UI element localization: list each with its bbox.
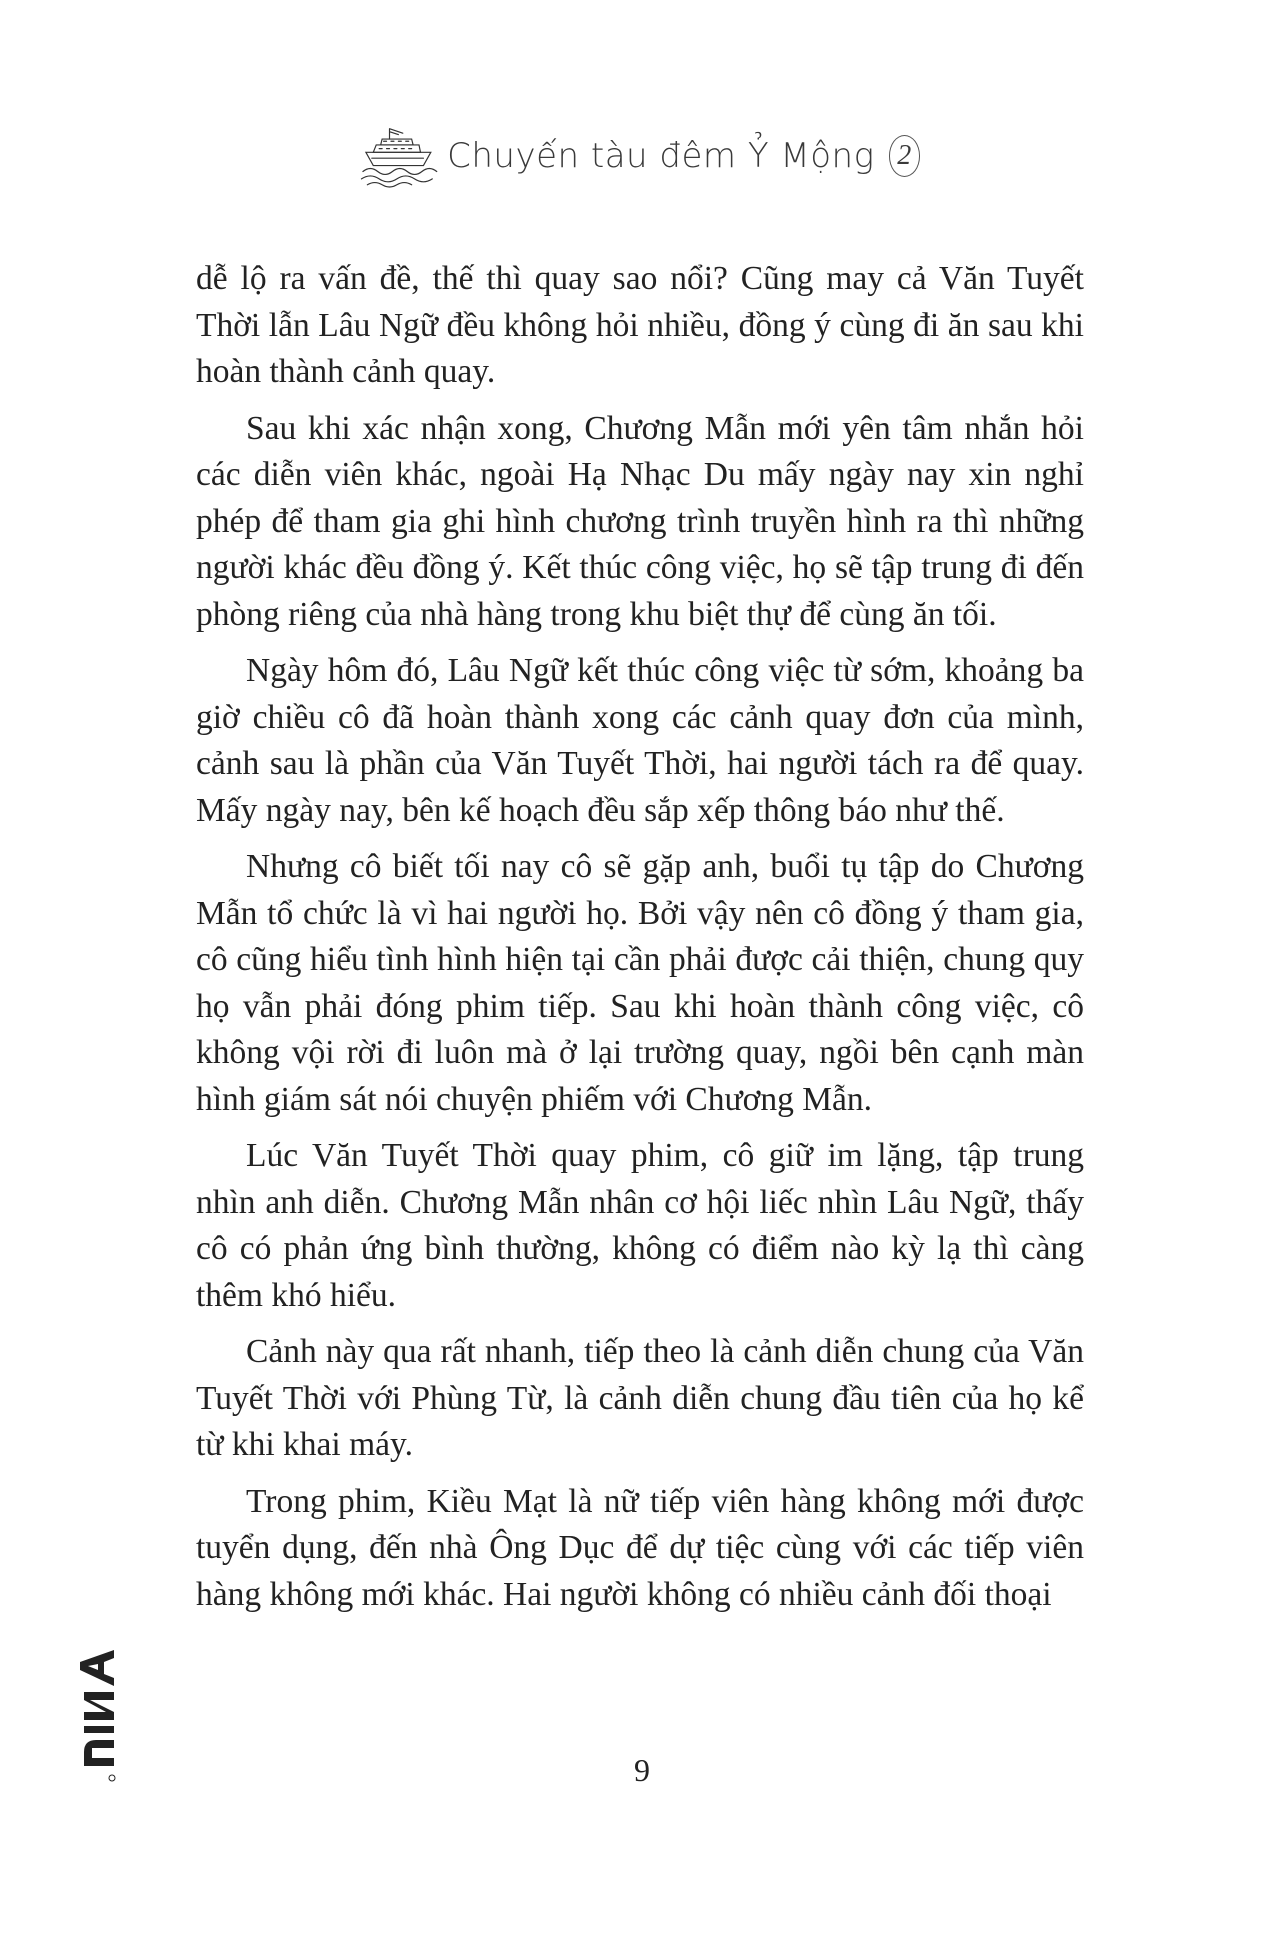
paragraph: Cảnh này qua rất nhanh, tiếp theo là cảnh diễn chung của Văn Tuyết Thời với Phùng Từ, là cảnh diễn chung đầu tiên của họ kể từ khi khai máy.	[196, 1333, 1084, 1463]
paragraph: Lúc Văn Tuyết Thời quay phim, cô giữ im lặng, tập trung nhìn anh diễn. Chương Mẫn nhân cơ hội liếc nhìn Lâu Ngữ, thấy cô có phản ứng bình thường, không có điểm nào kỳ lạ thì càng thêm khó hiểu.	[196, 1137, 1084, 1314]
book-title: Chuyến tàu đêm Ỷ Mộng	[447, 136, 875, 176]
paragraph: Nhưng cô biết tối nay cô sẽ gặp anh, buổi tụ tập do Chương Mẫn tổ chức là vì hai người họ. Bởi vậy nên cô đồng ý tham gia, cô cũng hiểu tình hình hiện tại cần phải được cải thiện, chung quy họ vẫn phải đóng phim tiếp. Sau khi hoàn thành công việc, cô không vội rời đi luôn mà ở lại trường quay, ngồi bên cạnh màn hình giám sát nói chuyện phiếm với Chương Mẫn.	[196, 848, 1084, 1118]
paragraph: dễ lộ ra vấn đề, thế thì quay sao nổi? Cũng may cả Văn Tuyết Thời lẫn Lâu Ngữ đều không hỏi nhiều, đồng ý cùng đi ăn sau khi hoàn thành cảnh quay.	[196, 260, 1084, 390]
volume-badge: 2	[889, 135, 921, 177]
page-body	[196, 256, 1084, 1628]
ship-icon	[360, 111, 441, 201]
paragraph: Sau khi xác nhận xong, Chương Mẫn mới yên tâm nhắn hỏi các diễn viên khác, ngoài Hạ Nhạc Du mấy ngày nay xin nghỉ phép để tham gia ghi hình chương trình truyền hình ra thì những người khác đều đồng ý. Kết thúc công việc, họ sẽ tập trung đi đến phòng riêng của nhà hàng trong khu biệt thự để cùng ăn tối.	[196, 409, 1084, 633]
page-number: 9	[634, 1752, 650, 1788]
paragraph: Ngày hôm đó, Lâu Ngữ kết thúc công việc từ sớm, khoảng ba giờ chiều cô đã hoàn thành xong các cảnh quay đơn của mình, cảnh sau là phần của Văn Tuyết Thời, hai người tách ra để quay. Mấy ngày nay, bên kế hoạch đều sắp xếp thông báo như thế.	[196, 652, 1084, 829]
paragraph: Trong phim, Kiều Mạt là nữ tiếp viên hàng không mới được tuyển dụng, đến nhà Ông Dục để dự tiệc cùng với các tiếp viên hàng không mới khác. Hai người không có nhiều cảnh đối thoại	[196, 1482, 1084, 1613]
running-header	[360, 108, 920, 204]
